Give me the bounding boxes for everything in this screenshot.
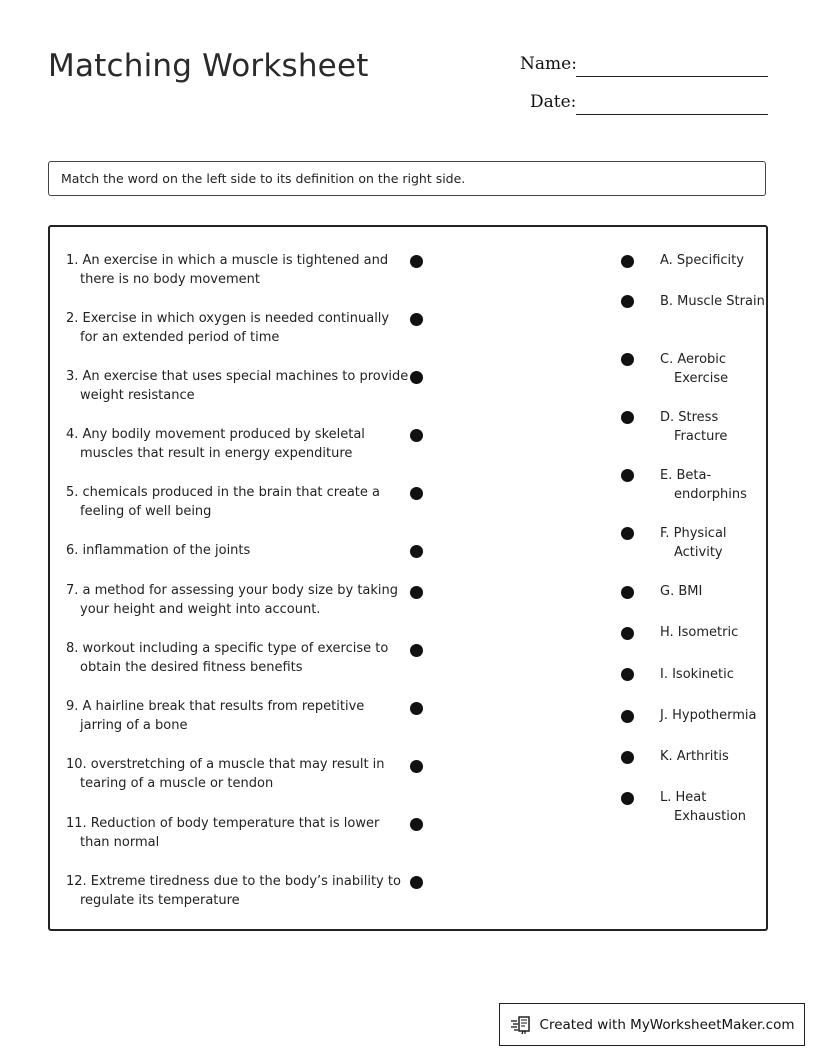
answer-dot-f[interactable] [621, 527, 634, 540]
question-dot-2[interactable] [410, 313, 423, 326]
question-9: 9. A hairline break that results from repetitive jarring of a bone [66, 699, 365, 733]
answer-l: L. Heat Exhaustion [660, 790, 747, 824]
footer-credit[interactable] [499, 1003, 805, 1046]
question-10: 10. overstretching of a muscle that may result in tearing of a muscle or tendon [66, 757, 385, 791]
answer-k: K. Arthritis [660, 749, 729, 764]
answer-dot-h[interactable] [621, 627, 634, 640]
answer-dot-j[interactable] [621, 710, 634, 723]
answer-dot-i[interactable] [621, 668, 634, 681]
answer-j: J. Hypothermia [660, 708, 757, 723]
question-dot-4[interactable] [410, 429, 423, 442]
question-3: 3. An exercise that uses special machines to provide weight resistance [66, 369, 409, 403]
answer-a: A. Specificity [660, 253, 744, 268]
question-dot-3[interactable] [410, 371, 423, 384]
answer-dot-e[interactable] [621, 469, 634, 482]
answer-g: G. BMI [660, 584, 703, 599]
answer-dot-g[interactable] [621, 586, 634, 599]
answer-e: E. Beta-endorphins [660, 468, 747, 502]
question-dot-7[interactable] [410, 586, 423, 599]
question-11: 11. Reduction of body temperature that is lower than normal [66, 816, 380, 850]
question-dot-10[interactable] [410, 760, 423, 773]
question-dot-6[interactable] [410, 545, 423, 558]
question-dot-1[interactable] [410, 255, 423, 268]
question-6: 6. inflammation of the joints [66, 543, 251, 558]
question-2: 2. Exercise in which oxygen is needed continually for an extended period of time [66, 311, 390, 345]
answer-dot-b[interactable] [621, 295, 634, 308]
question-4: 4. Any bodily movement produced by skeletal muscles that result in energy expenditure [66, 427, 365, 461]
date-label: Date: [530, 92, 577, 112]
question-1: 1. An exercise in which a muscle is tightened and there is no body movement [66, 253, 389, 287]
answer-b: B. Muscle Strain [660, 294, 765, 309]
question-5: 5. chemicals produced in the brain that create a feeling of well being [66, 485, 381, 519]
answer-i: I. Isokinetic [660, 667, 734, 682]
answer-c: C. Aerobic Exercise [660, 352, 729, 386]
question-dot-11[interactable] [410, 818, 423, 831]
question-dot-9[interactable] [410, 702, 423, 715]
answer-d: D. Stress Fracture [660, 410, 728, 444]
worksheet-title: Matching Worksheet [48, 48, 369, 84]
worksheet-maker-logo-icon [510, 1015, 532, 1035]
question-7: 7. a method for assessing your body size by taking your height and weight into account. [66, 583, 399, 617]
answer-dot-d[interactable] [621, 411, 634, 424]
answer-dot-c[interactable] [621, 353, 634, 366]
question-dot-8[interactable] [410, 644, 423, 657]
answer-dot-k[interactable] [621, 751, 634, 764]
answer-dot-a[interactable] [621, 255, 634, 268]
name-label: Name: [520, 54, 577, 74]
footer-text: Created with MyWorksheetMaker.com [539, 1016, 795, 1033]
question-dot-12[interactable] [410, 876, 423, 889]
answer-f: F. Physical Activity [660, 526, 727, 560]
date-line[interactable] [576, 114, 768, 115]
question-12: 12. Extreme tiredness due to the body’s inability to regulate its temperature [66, 874, 401, 908]
question-dot-5[interactable] [410, 487, 423, 500]
instructions-box: Match the word on the left side to its definition on the right side. [48, 161, 766, 196]
answer-h: H. Isometric [660, 625, 739, 640]
question-8: 8. workout including a specific type of exercise to obtain the desired fitness benefits [66, 641, 389, 675]
name-line[interactable] [576, 76, 768, 77]
answer-dot-l[interactable] [621, 792, 634, 805]
